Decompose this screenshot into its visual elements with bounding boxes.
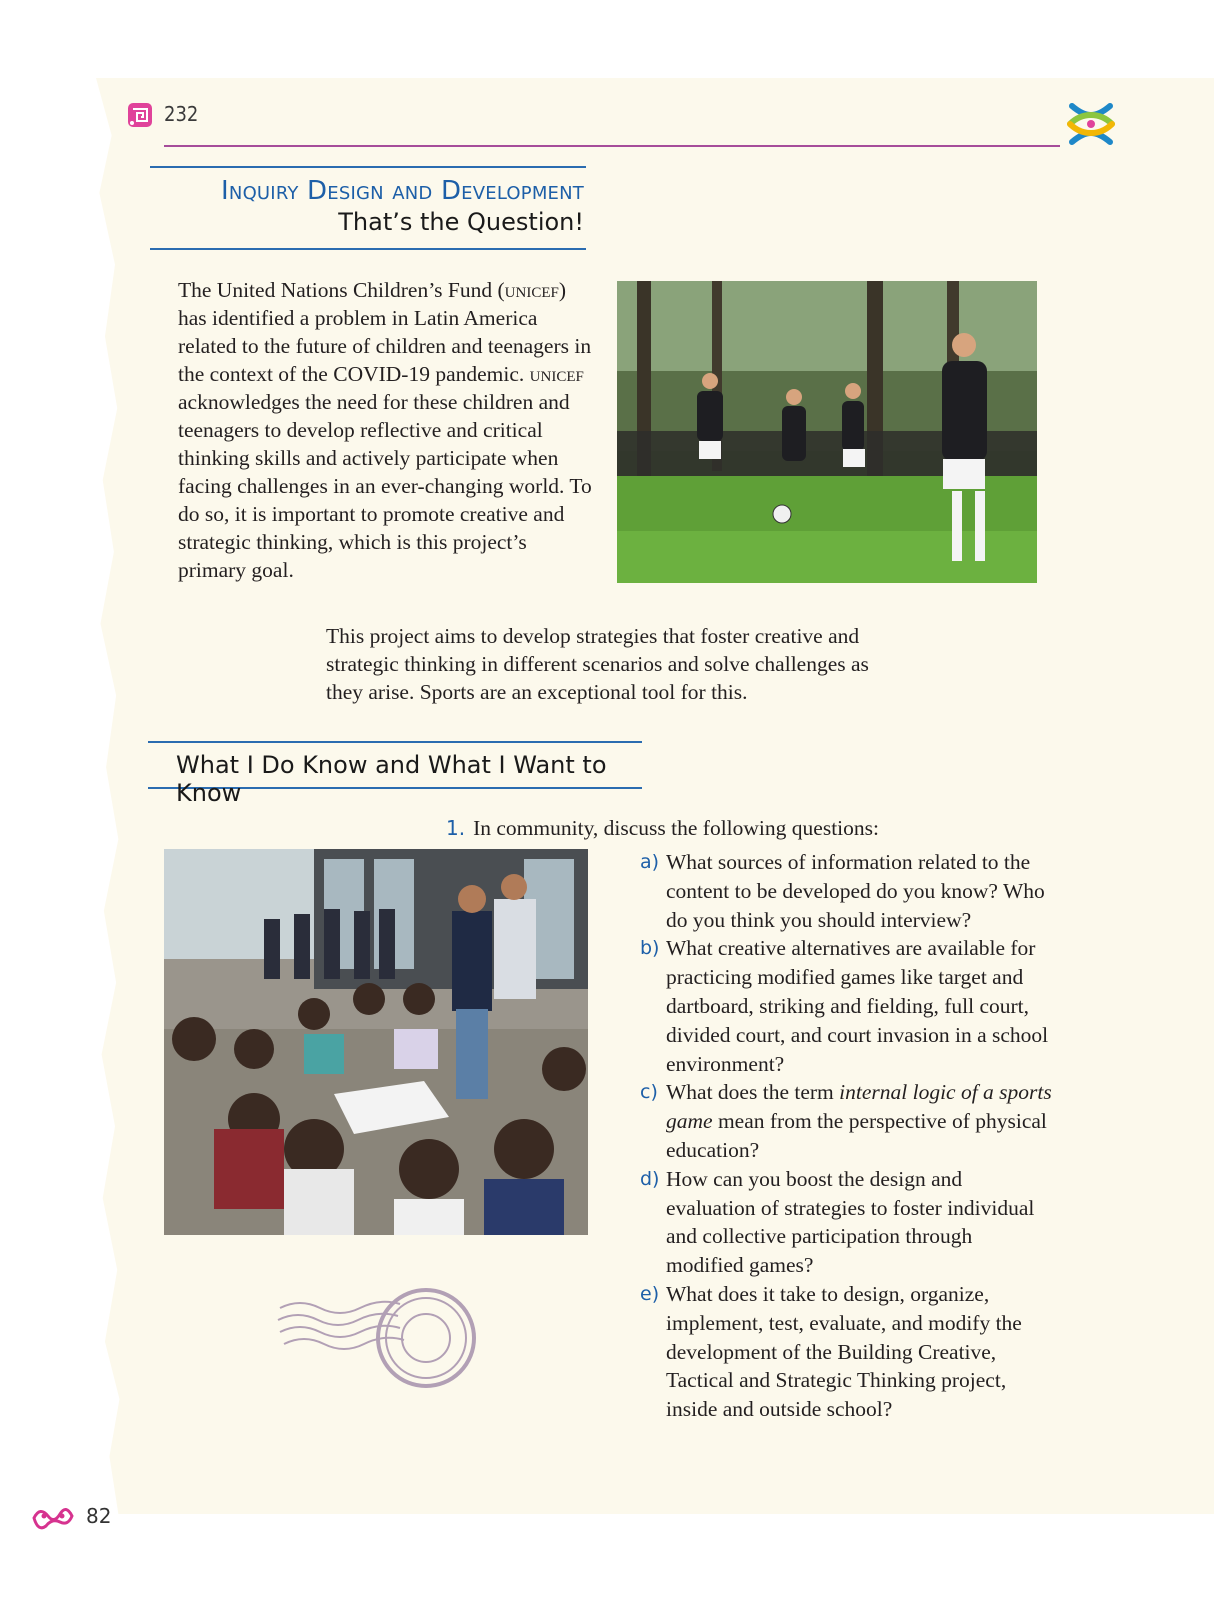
footer-page-number: 82 — [86, 1504, 112, 1528]
students-sitting-circle-photo — [164, 849, 588, 1235]
question-text-post: mean from the perspective of physical education? — [666, 1109, 1047, 1162]
question-italic-term: internal logic of a sports game — [666, 1080, 1052, 1134]
question-item — [640, 934, 1052, 1078]
aim-paragraph: This project aims to develop strategies that foster creative and strategic thinking in different scenarios and solve challenges as they arise. Sports are an exceptional tool for this. — [326, 624, 869, 704]
intro-paragraph — [178, 276, 592, 584]
question-text-pre: What does the term — [666, 1080, 840, 1105]
activity-instruction-text: In community, discuss the following questions: — [473, 816, 879, 840]
aztec-footer-glyph-icon — [30, 1502, 76, 1532]
page-title: Inquiry Design and Development — [221, 176, 584, 206]
intro-text-3: acknowledges the need for these children and teenagers to develop reflective and critical thinking skills and actively participate when facing challenges in an ever-changing world. To do so, it is important to promote creative and strategic thinking, which is this project’s primary goal. — [178, 390, 592, 582]
girls-soccer-game-photo — [617, 281, 1037, 583]
header-page-number: 232 — [164, 102, 199, 126]
page-subtitle: That’s the Question! — [338, 208, 584, 236]
question-item — [640, 1280, 1052, 1424]
questions-list — [640, 848, 1052, 1424]
intro-text-2: ) has identified a problem in Latin America related to the future of children and teenagers in the context of the COVID-19 pandemic. — [178, 278, 592, 386]
question-text: What sources of information related to the content to be developed do you know? Who do you think you should interview? — [666, 850, 1045, 932]
question-item — [640, 848, 1052, 934]
colorful-knot-logo-icon — [1064, 98, 1118, 150]
question-letter: c) — [640, 1081, 658, 1104]
unicef-acronym: unicef — [529, 362, 584, 386]
know-section-title: What I Do Know and What I Want to Know — [176, 751, 607, 807]
question-item — [640, 1078, 1052, 1164]
section-title-box — [150, 166, 586, 250]
question-letter: a) — [640, 851, 660, 873]
postmark-stamp-icon — [276, 1278, 482, 1394]
question-text: What does it take to design, organize, implement, test, evaluate, and modify the development of the Building Creative, Tactical and Strategic Thinking project, inside and outside school? — [666, 1281, 1022, 1422]
activity-number: 1. — [446, 816, 466, 840]
question-letter: d) — [640, 1167, 660, 1190]
activity-instruction — [446, 814, 879, 842]
question-letter: e) — [640, 1282, 660, 1305]
aztec-glyph-icon — [126, 101, 154, 129]
question-text: What creative alternatives are available for practicing modified games like target and dartboard, striking and fielding, full court, divided court, and court invasion in a school environment? — [666, 936, 1049, 1076]
question-item — [640, 1165, 1052, 1280]
know-section-box — [148, 741, 642, 807]
unicef-acronym: unicef — [504, 278, 559, 302]
header-rule — [164, 145, 1060, 147]
question-text: How can you boost the design and evaluation of strategies to foster individual and collective participation through modified games? — [666, 1166, 1035, 1278]
question-letter: b) — [640, 937, 660, 960]
intro-text-1: The United Nations Children’s Fund ( — [178, 278, 505, 302]
